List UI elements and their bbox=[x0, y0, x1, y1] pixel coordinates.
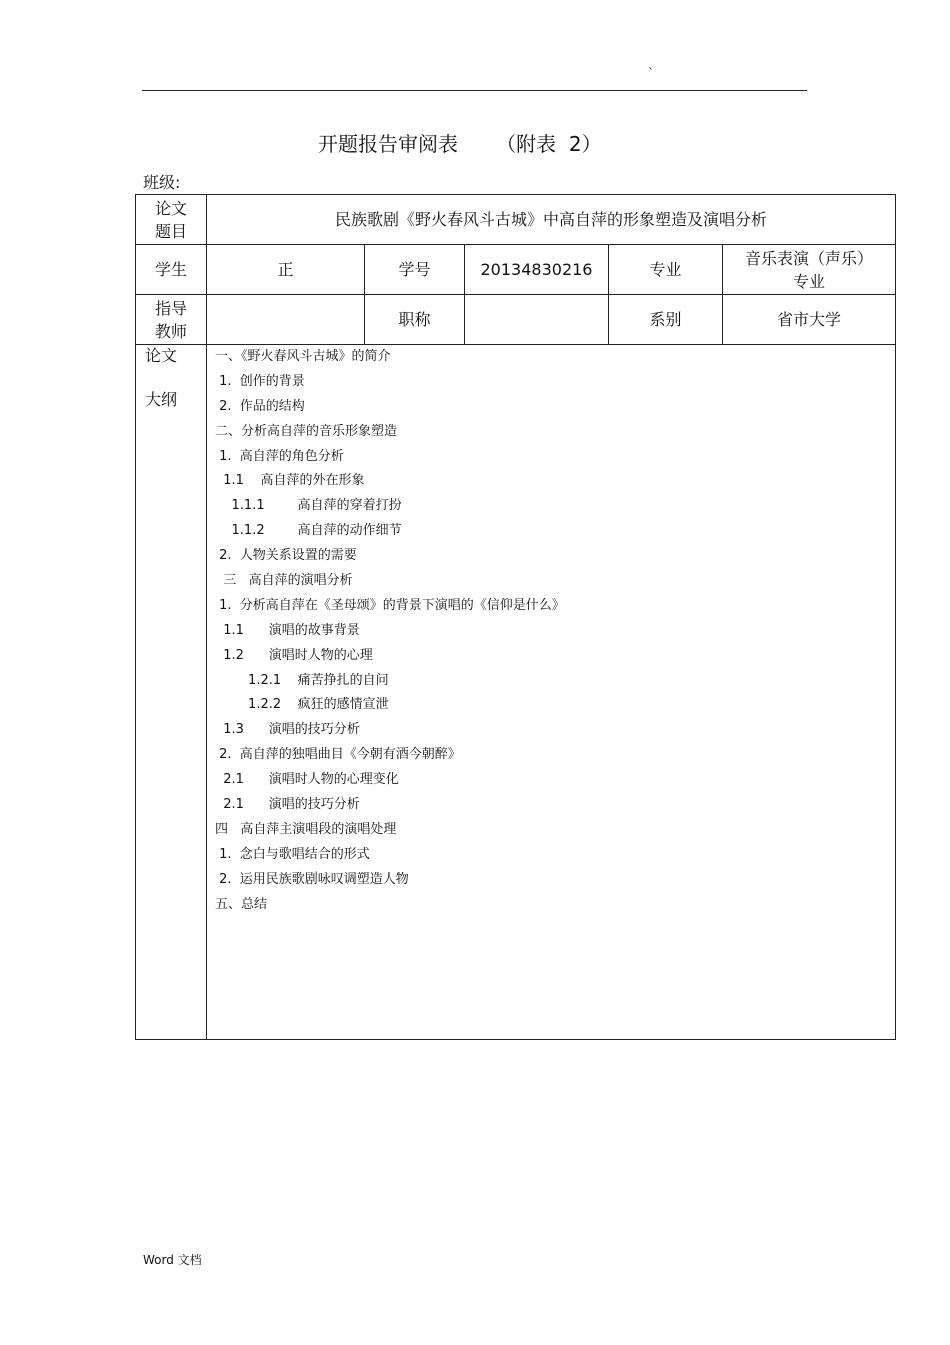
outline-item: 2. 人物关系设置的需要 bbox=[215, 548, 357, 564]
rank-label: 职称 bbox=[365, 295, 465, 345]
advisor-label-line1: 指导 bbox=[154, 298, 187, 318]
page-title: 开题报告审阅表 （附表 2） bbox=[318, 132, 602, 156]
outline-label-line2: 大纲 bbox=[145, 390, 178, 409]
student-name: 正 bbox=[207, 245, 365, 295]
student-id-value: 20134830216 bbox=[465, 245, 609, 295]
thesis-label-line2: 题目 bbox=[154, 221, 187, 241]
thesis-label-line1: 论文 bbox=[154, 198, 187, 218]
header-mark: ` bbox=[648, 66, 654, 80]
outline-label-line1: 论文 bbox=[145, 346, 178, 365]
header-rule bbox=[142, 90, 807, 91]
major-value-line2: 专业 bbox=[793, 271, 826, 291]
outline-row bbox=[136, 345, 896, 1040]
major-label: 专业 bbox=[609, 245, 723, 295]
outline-item: 1. 分析高自萍在《圣母颂》的背景下演唱的《信仰是什么》 bbox=[215, 597, 565, 613]
outline-item: 1.3 演唱的技巧分析 bbox=[215, 722, 360, 738]
rank-value bbox=[465, 295, 609, 345]
major-value-line1: 音乐表演（声乐） bbox=[745, 248, 874, 268]
outline-item: 1. 创作的背景 bbox=[215, 373, 305, 389]
major-value bbox=[723, 245, 896, 295]
outline-item: 一、《野火春风斗古城》的简介 bbox=[215, 349, 391, 364]
outline-item: 1.1 演唱的故事背景 bbox=[215, 622, 360, 638]
outline-list bbox=[215, 345, 895, 917]
outline-item: 2.1 演唱的技巧分析 bbox=[215, 797, 360, 813]
outline-label bbox=[136, 345, 207, 1040]
outline-item: 1.1 高自萍的外在形象 bbox=[215, 473, 365, 489]
outline-item: 1.1.1 高自萍的穿着打扮 bbox=[215, 498, 402, 514]
class-label: 班级: bbox=[143, 173, 181, 192]
outline-item: 2.1 演唱时人物的心理变化 bbox=[215, 772, 399, 788]
outline-item: 1.2 演唱时人物的心理 bbox=[215, 647, 373, 663]
outline-item: 1. 高自萍的角色分析 bbox=[215, 448, 344, 464]
outline-item: 1.1.2 高自萍的动作细节 bbox=[215, 523, 402, 539]
outline-content bbox=[207, 345, 896, 1040]
outline-item: 2. 作品的结构 bbox=[215, 398, 305, 414]
student-row bbox=[136, 245, 896, 295]
dept-value: 省市大学 bbox=[723, 295, 896, 345]
footer-label: Word 文档 bbox=[143, 1253, 202, 1267]
thesis-title-label bbox=[136, 195, 207, 245]
dept-label: 系别 bbox=[609, 295, 723, 345]
thesis-title-value: 民族歌剧《野火春风斗古城》中高自萍的形象塑造及演唱分析 bbox=[207, 195, 896, 245]
advisor-row bbox=[136, 295, 896, 345]
outline-item: 1.2.1 痛苦挣扎的自问 bbox=[215, 672, 389, 688]
outline-item: 1.2.2 疯狂的感情宣泄 bbox=[215, 697, 389, 713]
outline-item: 2. 运用民族歌剧咏叹调塑造人物 bbox=[215, 871, 409, 887]
outline-item: 二、分析高自萍的音乐形象塑造 bbox=[215, 423, 398, 439]
advisor-label-line2: 教师 bbox=[154, 321, 187, 341]
outline-item: 1. 念白与歌唱结合的形式 bbox=[215, 846, 370, 862]
advisor-label bbox=[136, 295, 207, 345]
student-label: 学生 bbox=[136, 245, 207, 295]
student-id-label: 学号 bbox=[365, 245, 465, 295]
outline-item: 四 高自萍主演唱段的演唱处理 bbox=[215, 821, 397, 837]
outline-item: 五、总结 bbox=[215, 896, 268, 912]
outline-item: 2. 高自萍的独唱曲目《今朝有酒今朝醉》 bbox=[215, 747, 461, 763]
outline-item: 三 高自萍的演唱分析 bbox=[215, 573, 353, 589]
thesis-title-row bbox=[136, 195, 896, 245]
advisor-value bbox=[207, 295, 365, 345]
review-form-table bbox=[135, 194, 896, 1040]
